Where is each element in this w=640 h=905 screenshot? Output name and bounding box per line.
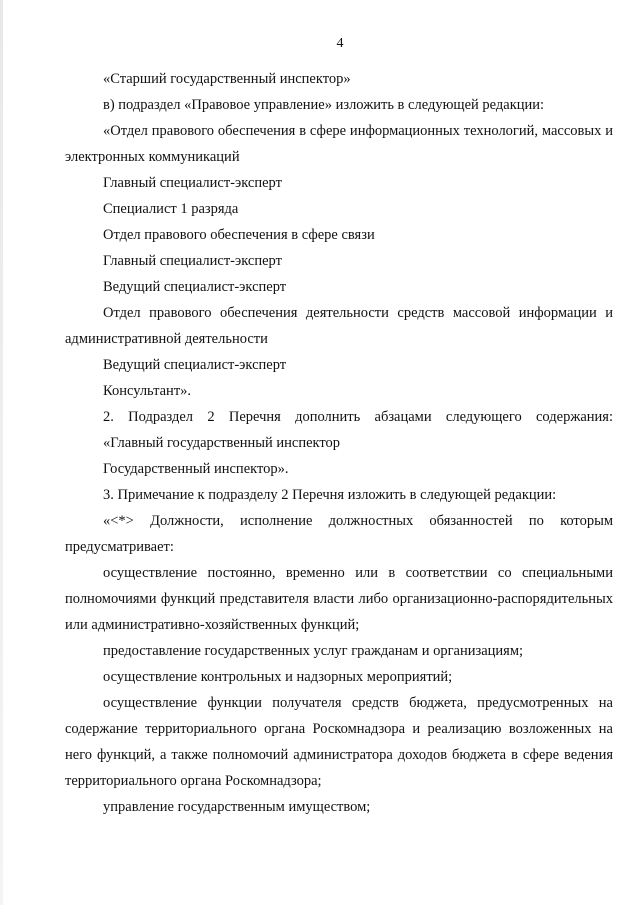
paragraph: «Старший государственный инспектор» — [103, 71, 351, 87]
paragraph: Главный специалист-эксперт — [103, 253, 282, 269]
paragraph: Консультант». — [103, 383, 192, 399]
paragraph: предоставление государственных услуг гражданам и организациям; — [103, 643, 524, 659]
paragraph: 2. Подраздел 2 Перечня дополнить абзацами следующего содержания: — [103, 409, 613, 425]
paragraph: Специалист 1 разряда — [103, 201, 239, 217]
paragraph: в) подраздел «Правовое управление» изложить в следующей редакции: — [103, 97, 545, 113]
paragraph: Государственный инспектор». — [103, 461, 289, 477]
paragraph: «Главный государственный инспектор — [103, 435, 341, 451]
paragraph: Отдел правового обеспечения деятельности средств массовой информации и административной деятельности — [65, 305, 613, 347]
paragraph: осуществление контрольных и надзорных мероприятий; — [103, 669, 453, 685]
paragraph: Главный специалист-эксперт — [103, 175, 282, 191]
paragraph: Ведущий специалист-эксперт — [103, 357, 287, 373]
paragraph: управление государственным имуществом; — [103, 799, 371, 815]
paragraph: «<*> Должности, исполнение должностных обязанностей по которым предусматривает: — [65, 513, 613, 555]
document-body — [65, 66, 613, 820]
paragraph: 3. Примечание к подразделу 2 Перечня изложить в следующей редакции: — [103, 487, 557, 503]
paragraph: Отдел правового обеспечения в сфере связи — [103, 227, 375, 243]
paragraph: осуществление постоянно, временно или в соответствии со специальными полномочиями функций представителя власти либо организационно-распорядительных или административно-хозяйственных функций; — [65, 565, 613, 633]
paragraph: Ведущий специалист-эксперт — [103, 279, 287, 295]
page-number: 4 — [336, 36, 344, 51]
paragraph: «Отдел правового обеспечения в сфере информационных технологий, массовых и электронных коммуникаций — [65, 123, 613, 165]
paragraph: осуществление функции получателя средств бюджета, предусмотренных на содержание территориального органа Роскомнадзора и реализацию возложенных на него функций, а также полномочий администратора доходов бюджета в сфере ведения территориального органа Роскомнадзора; — [65, 695, 613, 789]
scan-edge — [0, 0, 3, 905]
